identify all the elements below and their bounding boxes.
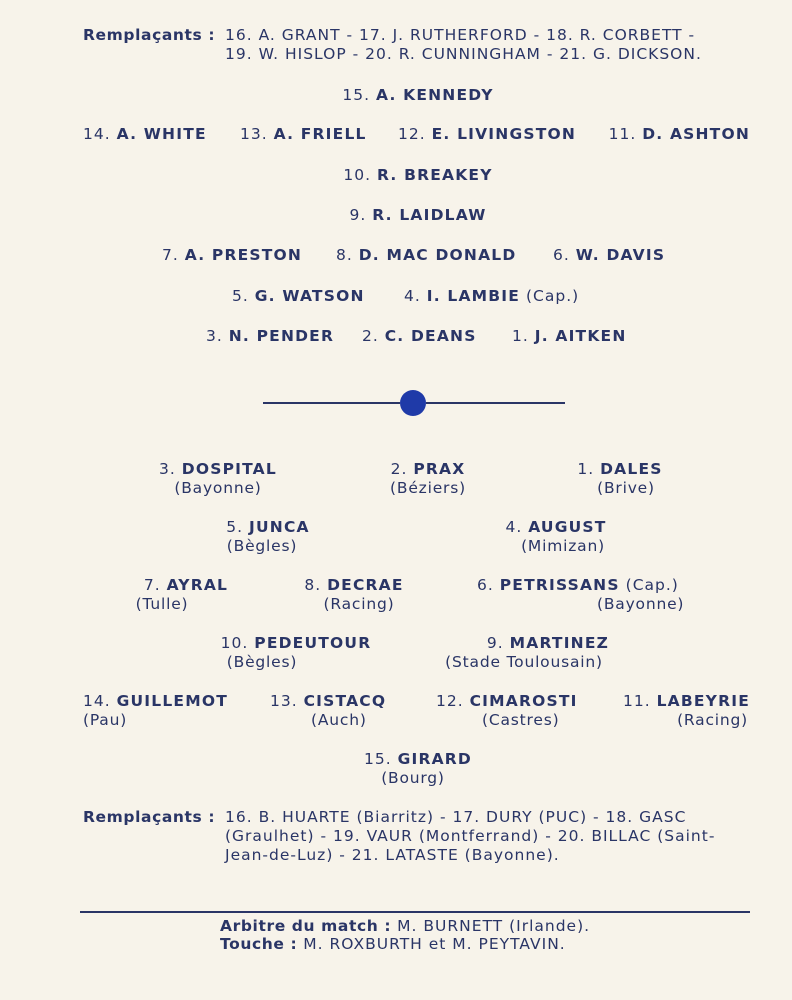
france-player: 12. CIMAROSTI: [436, 692, 578, 710]
france-player-club: (Racing): [677, 711, 748, 729]
scotland-replacements-line-1: 16. A. GRANT - 17. J. RUTHERFORD - 18. R. CORBETT -: [225, 26, 696, 44]
scotland-player: 6. W. DAVIS: [553, 246, 666, 264]
france-player: 10. PEDEUTOUR: [220, 634, 372, 652]
france-player: 5. JUNCA: [226, 518, 310, 536]
scotland-player: 2. C. DEANS: [362, 327, 477, 345]
france-player-club: (Bourg): [381, 769, 445, 787]
france-replacements-line-1: 16. B. HUARTE (Biarritz) - 17. DURY (PUC) - 18. GASC: [225, 808, 687, 826]
france-player-club: (Castres): [482, 711, 560, 729]
france-player-club: (Bayonne): [174, 479, 262, 497]
france-player: 8. DECRAE: [304, 576, 404, 594]
scotland-player: 13. A. FRIELL: [240, 125, 367, 143]
bottom-rule: [80, 911, 750, 913]
france-player: 15. GIRARD: [363, 750, 473, 768]
france-player: 13. CISTACQ: [270, 692, 387, 710]
scotland-player: 10. R. BREAKEY: [343, 166, 493, 184]
scotland-replacements: [83, 26, 215, 44]
scotland-player: 15. A. KENNEDY: [342, 86, 494, 104]
france-player: 14. GUILLEMOT: [83, 692, 228, 710]
scotland-player: 7. A. PRESTON: [162, 246, 303, 264]
france-player: 9. MARTINEZ: [486, 634, 610, 652]
france-player: 7. AYRAL: [143, 576, 229, 594]
france-player-club: (Stade Toulousain): [445, 653, 603, 671]
scotland-replacements-line-2: 19. W. HISLOP - 20. R. CUNNINGHAM - 21. G. DICKSON.: [225, 45, 702, 63]
france-player: 2. PRAX: [390, 460, 466, 478]
scotland-player: 8. D. MAC DONALD: [336, 246, 517, 264]
france-player-club: (Racing): [323, 595, 395, 613]
france-player-club: (Brive): [597, 479, 655, 497]
touch-value: M. ROXBURTH et M. PEYTAVIN.: [303, 935, 566, 953]
scotland-player: 4. I. LAMBIE (Cap.): [404, 287, 580, 305]
france-replacements-line-2: (Graulhet) - 19. VAUR (Montferrand) - 20. BILLAC (Saint-: [225, 827, 716, 845]
france-replacements-line-3: Jean-de-Luz) - 21. LATASTE (Bayonne).: [225, 846, 560, 864]
scotland-player: 14. A. WHITE: [83, 125, 207, 143]
separator-line-left: [263, 402, 400, 404]
france-replacements: [83, 808, 215, 826]
referee-label: Arbitre du match :: [220, 917, 392, 935]
france-player-club: (Béziers): [390, 479, 466, 497]
captain-mark: (Cap.): [625, 576, 679, 594]
referee-value: M. BURNETT (Irlande).: [397, 917, 591, 935]
france-player: 11. LABEYRIE: [623, 692, 750, 710]
captain-mark: (Cap.): [526, 287, 580, 305]
scotland-player: 5. G. WATSON: [232, 287, 365, 305]
scotland-player: 3. N. PENDER: [206, 327, 335, 345]
france-player: 6. PETRISSANS (Cap.): [477, 576, 679, 594]
france-player: 4. AUGUST: [505, 518, 607, 536]
france-player-club: (Mimizan): [521, 537, 605, 555]
france-player-club: (Auch): [311, 711, 367, 729]
scotland-player: 1. J. AITKEN: [512, 327, 627, 345]
france-player: 1. DALES: [577, 460, 663, 478]
france-replacements-label: Remplaçants :: [83, 808, 216, 826]
france-player-club: (Bègles): [226, 653, 298, 671]
scotland-replacements-label: Remplaçants :: [83, 26, 216, 44]
france-player-club: (Bayonne): [597, 595, 685, 613]
scotland-player: 9. R. LAIDLAW: [349, 206, 487, 224]
touch-line: [220, 935, 566, 953]
rugby-ball-icon: [400, 390, 426, 416]
france-player-club: (Pau): [83, 711, 128, 729]
france-player-club: (Tulle): [135, 595, 189, 613]
scotland-player: 12. E. LIVINGSTON: [398, 125, 577, 143]
france-player: 3. DOSPITAL: [159, 460, 277, 478]
scotland-player: 11. D. ASHTON: [608, 125, 750, 143]
referee-line: [220, 917, 590, 935]
france-player-club: (Bègles): [226, 537, 298, 555]
separator-line-right: [426, 402, 565, 404]
touch-label: Touche :: [220, 935, 298, 953]
